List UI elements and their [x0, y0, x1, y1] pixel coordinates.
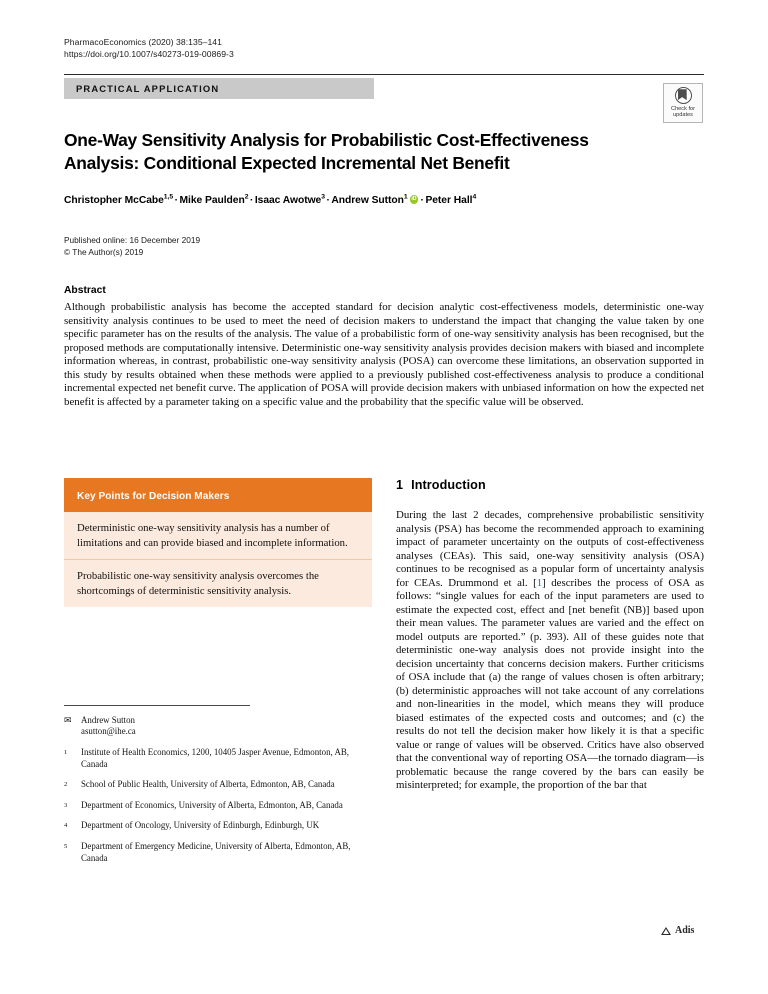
- citation-link-1[interactable]: 1: [536, 576, 543, 589]
- footnote-divider: [64, 705, 250, 706]
- key-point-item: Deterministic one-way sensitivity analysis has a number of limitations and can provide biased and incomplete information.: [77, 522, 348, 549]
- affiliation-row: [64, 779, 372, 791]
- author-4-affiliation-marker: 4: [472, 193, 477, 201]
- crossmark-label: [671, 106, 695, 119]
- section-heading-introduction: [396, 478, 704, 492]
- crossmark-badge[interactable]: [663, 83, 703, 123]
- crossmark-icon: [675, 87, 692, 104]
- author-3-affiliation-marker: 1: [403, 193, 408, 201]
- section-number: 1: [396, 478, 404, 492]
- key-points-box: [64, 478, 372, 607]
- intro-text-part-2: ] describes the process of OSA as follows: “single values for each of the input parameters are used to estimate the expected cost, effect and [net benefit (NB)] based upon their mean values. The parameter values are varied and the effect on model outputs are reported.” (p. 393). All of these guides note that deterministic one-way analysis does not provide insight into the decision uncertainty that concerns decision makers. Further criticisms of OSA include that (a) the range of values chosen is often arbitrary; (b) deterministic approaches will not take account of any correlations and non-linearities in the model, which means they will produce biased estimates of the expected costs and outcomes; and (c) the results do not tell the decision maker how likely it is that a specific value or range of values will be observed. Critics have also observed that the conventional way of reporting OSA—the tornado diagram—is problematic because the range covered by the bars can easily be misinterpreted; for example, the proportion of the bar that: [396, 576, 704, 792]
- journal-citation: PharmacoEconomics (2020) 38:135–141: [64, 37, 222, 47]
- author-separator: ·: [326, 195, 330, 206]
- introduction-paragraph: [396, 509, 704, 793]
- author-0-affiliation-marker: 1,5: [163, 193, 174, 201]
- affiliation-marker: 4: [64, 822, 68, 830]
- affiliation-marker: 3: [64, 801, 68, 809]
- author-4-name: Peter Hall: [425, 195, 473, 206]
- author-2-affiliation-marker: 3: [321, 193, 325, 201]
- affiliation-marker: 5: [64, 843, 68, 851]
- corresponding-author-email[interactable]: asutton@ihe.ca: [81, 726, 136, 737]
- abstract-text: Although probabilistic analysis has become the accepted standard for decision analytic cost-effectiveness models, deterministic one-way sensitivity analysis continues to be used to meet the need of decision makers to understand the impact that changing the value taken by one specific parameter has on the results of the analysis. The value of a probabilistic form of one-way sensitivity analysis has been recognised, but the proposed methods are computationally intensive. Deterministic one-way sensitivity analysis provides decision makers with biased and incomplete information whereas, in contrast, probabilistic one-way sensitivity analysis (POSA) can overcome these limitations, an observation supported in this study by results obtained when these methods were applied to a previously published cost-effectiveness analysis to produce a conditional incremental expected net benefit curve. The application of POSA will provide decision makers with unbiased information on how the expected net benefit is affected by a parameter taking on a specific value and the probability that the specific value will be observed.: [64, 301, 704, 408]
- abstract-heading: Abstract: [64, 285, 106, 296]
- author-separator: ·: [420, 195, 424, 206]
- copyright-line: © The Author(s) 2019: [64, 246, 144, 257]
- affiliation-text: Department of Oncology, University of Edinburgh, Edinburgh, UK: [81, 820, 320, 831]
- envelope-icon: ✉: [64, 714, 72, 725]
- author-separator: ·: [174, 195, 178, 206]
- author-0[interactable]: [64, 195, 173, 206]
- section-title: Introduction: [411, 478, 486, 492]
- key-points-title: Key Points for Decision Makers: [77, 491, 230, 502]
- orcid-icon[interactable]: [410, 195, 418, 203]
- author-1[interactable]: [180, 195, 249, 206]
- right-column: [396, 478, 704, 793]
- left-column: [64, 478, 372, 607]
- affiliation-text: Department of Emergency Medicine, University of Alberta, Edmonton, AB, Canada: [81, 841, 351, 863]
- author-separator: ·: [249, 195, 254, 206]
- affiliation-text: School of Public Health, University of Alberta, Edmonton, AB, Canada: [81, 779, 335, 790]
- publication-info: [64, 235, 200, 258]
- affiliation-text: Institute of Health Economics, 1200, 10405 Jasper Avenue, Edmonton, AB, Canada: [81, 747, 350, 769]
- author-3[interactable]: [331, 195, 407, 206]
- affiliation-row: [64, 841, 372, 864]
- publisher-name: Adis: [675, 925, 695, 936]
- footnotes-block: [64, 705, 372, 873]
- author-4[interactable]: [425, 195, 476, 206]
- affiliation-text: Department of Economics, University of Alberta, Edmonton, AB, Canada: [81, 799, 343, 810]
- publisher-logo: [661, 925, 694, 936]
- intro-text-part-1: During the last 2 decades, comprehensive probabilistic sensitivity analysis (PSA) has become the recommended approach to examining impact of parameter uncertainty on the outputs of cost-effectiveness analyses (CEAs). This said, one-way sensitivity analysis (OSA) continues to be recognised as a popular form of uncertainty analysis for CEAs. Drummond et al. [: [396, 509, 704, 589]
- author-1-name: Mike Paulden: [179, 195, 245, 206]
- affiliation-marker: 1: [64, 749, 68, 757]
- crossmark-line-1: Check for: [671, 105, 695, 112]
- affiliation-row: [64, 800, 372, 812]
- article-type-banner: [64, 78, 374, 99]
- corresponding-author-name: Andrew Sutton: [81, 714, 135, 725]
- journal-reference: [64, 36, 234, 60]
- adis-triangle-icon: [661, 927, 671, 935]
- crossmark-line-2: updates: [673, 111, 693, 118]
- correspondence-row: [64, 715, 372, 738]
- author-1-affiliation-marker: 2: [244, 193, 249, 201]
- author-2-name: Isaac Awotwe: [254, 195, 322, 206]
- author-2[interactable]: [255, 195, 325, 206]
- affiliation-row: [64, 747, 372, 770]
- affiliation-row: [64, 820, 372, 832]
- article-type-label: PRACTICAL APPLICATION: [76, 83, 220, 94]
- author-list: [64, 194, 704, 208]
- correspondence-text: [81, 715, 372, 738]
- header-divider: [64, 74, 704, 75]
- published-online-date: Published online: 16 December 2019: [64, 235, 201, 245]
- key-points-header: [64, 478, 372, 512]
- page-title: One-Way Sensitivity Analysis for Probabilistic Cost-Effectiveness Analysis: Conditional Expected Incremental Net Benefit: [64, 130, 589, 173]
- doi-link[interactable]: https://doi.org/10.1007/s40273-019-00869-3: [64, 49, 234, 60]
- affiliation-marker: 2: [64, 781, 68, 789]
- author-0-name: Christopher McCabe: [64, 195, 164, 206]
- key-point-item: Probabilistic one-way sensitivity analysis overcomes the shortcomings of deterministic sensitivity analysis.: [64, 559, 372, 607]
- author-3-name: Andrew Sutton: [331, 195, 404, 206]
